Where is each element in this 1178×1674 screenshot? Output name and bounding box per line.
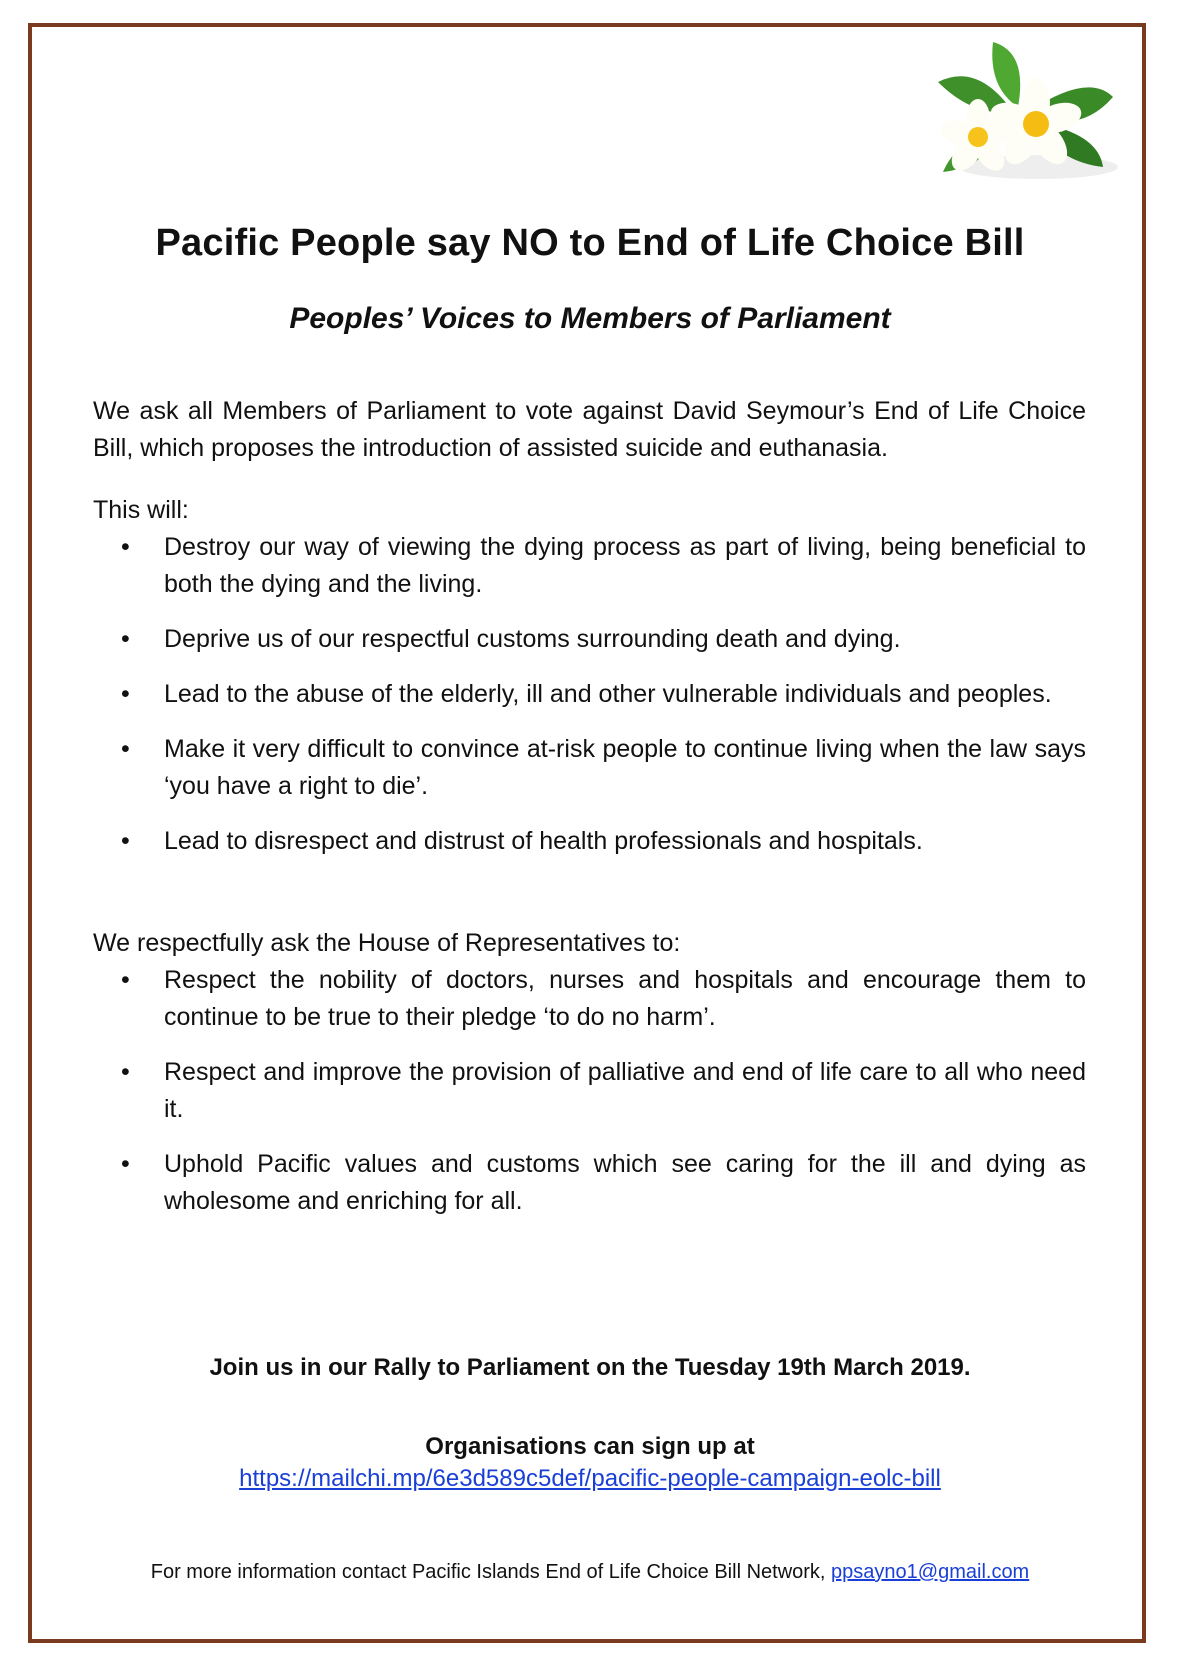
list-item: • Respect and improve the provision of palliative and end of life care to all who need it.	[93, 1054, 1086, 1128]
request-list	[93, 962, 1086, 1238]
this-will-heading: This will:	[93, 496, 189, 524]
bullet-icon: •	[121, 1150, 130, 1178]
bullet-icon: •	[121, 680, 130, 708]
contact-line	[40, 1561, 1140, 1584]
bullet-icon: •	[121, 966, 130, 994]
bullet-icon: •	[121, 1058, 130, 1086]
intro-paragraph: We ask all Members of Parliament to vote against David Seymour’s End of Life Choice Bill, which proposes the introduction of assisted suicide and euthanasia.	[93, 397, 1086, 462]
page-title: Pacific People say NO to End of Life Choice Bill	[155, 222, 1025, 264]
this-will-list	[93, 529, 1086, 878]
contact-email-link[interactable]: ppsayno1@gmail.com	[831, 1561, 1030, 1583]
list-item: • Destroy our way of viewing the dying process as part of living, being beneficial to both the dying and the living.	[93, 529, 1086, 603]
signup-link[interactable]: https://mailchi.mp/6e3d589c5def/pacific-people-campaign-eolc-bill	[239, 1465, 941, 1492]
list-item: • Deprive us of our respectful customs surrounding death and dying.	[93, 621, 1086, 658]
list-item: • Make it very difficult to convince at-risk people to continue living when the law says ‘you have a right to die’.	[93, 731, 1086, 805]
bullet-icon: •	[121, 625, 130, 653]
bullet-icon: •	[121, 827, 130, 855]
list-item: • Respect the nobility of doctors, nurses and hospitals and encourage them to continue to be true to their pledge ‘to do no harm’.	[93, 962, 1086, 1036]
page-subtitle: Peoples’ Voices to Members of Parliament	[289, 302, 891, 335]
request-heading: We respectfully ask the House of Representatives to:	[93, 929, 681, 957]
list-item: • Uphold Pacific values and customs which see caring for the ill and dying as wholesome and enriching for all.	[93, 1146, 1086, 1220]
rally-announcement: Join us in our Rally to Parliament on the Tuesday 19th March 2019.	[209, 1354, 971, 1381]
list-item: • Lead to the abuse of the elderly, ill and other vulnerable individuals and peoples.	[93, 676, 1086, 713]
frangipani-flower-image	[918, 42, 1118, 192]
list-item: • Lead to disrespect and distrust of health professionals and hospitals.	[93, 823, 1086, 860]
signup-link-line	[40, 1465, 1140, 1493]
bullet-icon: •	[121, 533, 130, 561]
bullet-icon: •	[121, 735, 130, 763]
contact-text: For more information contact Pacific Islands End of Life Choice Bill Network,	[150, 1561, 826, 1583]
signup-label: Organisations can sign up at	[425, 1433, 755, 1460]
